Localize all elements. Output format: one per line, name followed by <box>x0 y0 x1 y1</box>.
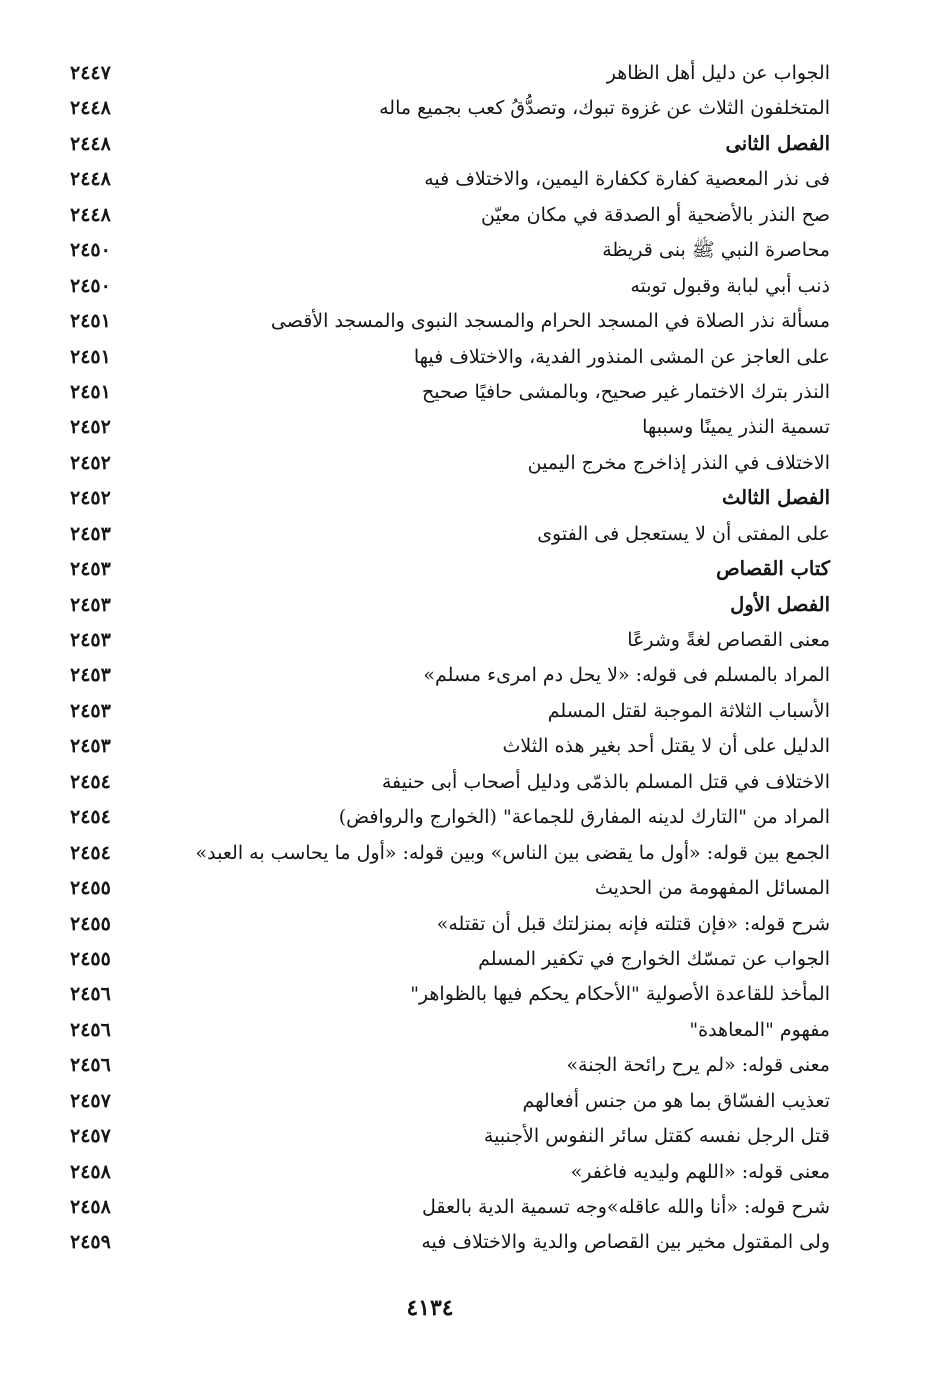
entry-title: فى نذر المعصية كفارة ككفارة اليمين، والاختلاف فيه <box>424 168 830 191</box>
toc-entry <box>70 233 830 268</box>
entry-page-number: ٢٤٥٣ <box>70 593 111 616</box>
entry-title: الاختلاف في قتل المسلم بالذمّى ودليل أصحاب أبى حنيفة <box>381 770 830 793</box>
entry-title: المأخذ للقاعدة الأصولية "الأحكام يحكم فيها بالظواهر" <box>410 983 830 1006</box>
entry-page-number: ٢٤٥٠ <box>70 274 111 297</box>
toc-entry <box>70 481 830 516</box>
entry-page-number: ٢٤٥٦ <box>70 1054 111 1077</box>
section-heading: كتاب القصاص <box>716 557 830 581</box>
entry-title: معنى قوله: «لم يرح رائحة الجنة» <box>566 1054 830 1077</box>
entry-title: الجواب عن دليل أهل الظاهر <box>606 62 830 84</box>
toc-entry <box>70 162 830 197</box>
toc-entry <box>70 552 830 587</box>
entry-title: معنى قوله: «اللهم وليديه فاغفر» <box>570 1160 830 1183</box>
toc-entry <box>70 1084 830 1119</box>
toc-entry <box>70 1119 830 1154</box>
entry-title: معنى القصاص لغةً وشرعًا <box>627 629 830 651</box>
entry-title: شرح قوله: «فإن قتلته فإنه بمنزلتك قبل أن تقتله» <box>436 912 830 935</box>
entry-page-number: ٢٤٥٤ <box>70 806 111 829</box>
entry-title: المراد بالمسلم فى قوله: «لا يحل دم امرىء مسلم» <box>423 664 830 687</box>
entry-title: محاصرة النبي ﷺ بنى قريظة <box>602 239 830 262</box>
toc-entry <box>70 729 830 764</box>
entry-title: تسمية النذر يمينًا وسببها <box>642 416 830 439</box>
toc-entry <box>70 56 830 91</box>
entry-title: المتخلفون الثلاث عن غزوة تبوك، وتصدُّقُ كعب بجميع ماله <box>379 97 830 120</box>
entry-title: تعذيب الفسّاق بما هو من جنس أفعالهم <box>522 1089 830 1112</box>
entry-title: النذر بترك الاختمار غير صحيح، وبالمشى حافيًا صحيح <box>422 380 830 403</box>
entry-title: على المفتى أن لا يستعجل فى الفتوى <box>537 522 830 545</box>
toc-entry <box>70 446 830 481</box>
section-heading: الفصل الثانى <box>725 131 830 155</box>
toc-entry <box>70 1225 830 1260</box>
entry-title: الدليل على أن لا يقتل أحد بغير هذه الثلاث <box>502 735 830 758</box>
entry-page-number: ٢٤٥٢ <box>70 487 111 510</box>
toc-entry <box>70 1190 830 1225</box>
entry-page-number: ٢٤٤٨ <box>70 168 111 191</box>
section-heading: الفصل الأول <box>730 592 830 616</box>
entry-page-number: ٢٤٥٦ <box>70 983 111 1006</box>
toc-entry <box>70 942 830 977</box>
entry-page-number: ٢٤٥٧ <box>70 1125 111 1148</box>
entry-title: المراد من "التارك لدينه المفارق للجماعة" (الخوارج والروافض) <box>338 806 830 829</box>
entry-page-number: ٢٤٥٧ <box>70 1089 111 1112</box>
toc-entry <box>70 1048 830 1083</box>
toc-entry <box>70 694 830 729</box>
entry-title: الجمع بين قوله: «أول ما يقضى بين الناس» وبين قوله: «أول ما يحاسب به العبد» <box>195 841 830 864</box>
entry-page-number: ٢٤٤٨ <box>70 97 111 120</box>
entry-page-number: ٢٤٥٢ <box>70 451 111 474</box>
entry-title: الأسباب الثلاثة الموجبة لقتل المسلم <box>547 699 830 722</box>
toc-entry <box>70 658 830 693</box>
entry-page-number: ٢٤٥١ <box>70 345 111 368</box>
entry-title: شرح قوله: «أنا والله عاقله»وجه تسمية الدية بالعقل <box>421 1196 830 1218</box>
toc-entry <box>70 977 830 1012</box>
entry-page-number: ٢٤٥٥ <box>70 947 111 970</box>
toc-entry <box>70 871 830 906</box>
entry-page-number: ٢٤٥٤ <box>70 841 111 864</box>
toc-entry <box>70 340 830 375</box>
entry-page-number: ٢٤٥١ <box>70 310 111 333</box>
toc-entry <box>70 836 830 871</box>
entry-page-number: ٢٤٥٣ <box>70 629 111 651</box>
entry-page-number: ٢٤٥٣ <box>70 522 111 545</box>
entry-title: صح النذر بالأضحية أو الصدقة في مكان معيّن <box>481 203 830 226</box>
toc-entry <box>70 198 830 233</box>
toc-entry <box>70 1013 830 1048</box>
toc-entry <box>70 127 830 162</box>
table-of-contents <box>70 56 830 1261</box>
entry-title: ذنب أبي لبابة وقبول توبته <box>630 274 830 297</box>
entry-page-number: ٢٤٥٣ <box>70 699 111 722</box>
toc-entry <box>70 588 830 623</box>
toc-entry <box>70 375 830 410</box>
entry-title: الاختلاف في النذر إذاخرج مخرج اليمين <box>527 451 830 474</box>
entry-page-number: ٢٤٥٥ <box>70 877 111 900</box>
toc-entry <box>70 91 830 126</box>
entry-page-number: ٢٤٥٨ <box>70 1196 111 1218</box>
toc-entry <box>70 269 830 304</box>
entry-page-number: ٢٤٥٤ <box>70 770 111 793</box>
entry-page-number: ٢٤٥١ <box>70 380 111 403</box>
toc-entry <box>70 623 830 658</box>
entry-page-number: ٢٤٥٦ <box>70 1018 111 1041</box>
toc-entry <box>70 907 830 942</box>
entry-page-number: ٢٤٥٣ <box>70 664 111 687</box>
entry-page-number: ٢٤٥٥ <box>70 912 111 935</box>
toc-entry <box>70 800 830 835</box>
toc-entry <box>70 765 830 800</box>
toc-entry <box>70 517 830 552</box>
entry-page-number: ٢٤٥٨ <box>70 1160 111 1183</box>
entry-page-number: ٢٤٥٣ <box>70 558 111 581</box>
toc-entry <box>70 1155 830 1190</box>
entry-title: قتل الرجل نفسه كقتل سائر النفوس الأجنبية <box>483 1125 830 1148</box>
entry-title: مفهوم "المعاهدة" <box>689 1018 830 1041</box>
entry-page-number: ٢٤٤٧ <box>70 62 111 84</box>
section-heading: الفصل الثالث <box>722 486 830 510</box>
entry-title: ولى المقتول مخير بين القصاص والدية والاختلاف فيه <box>421 1231 830 1254</box>
entry-page-number: ٢٤٥٠ <box>70 239 111 262</box>
toc-entry <box>70 410 830 445</box>
entry-title: مسألة نذر الصلاة في المسجد الحرام والمسجد النبوى والمسجد الأقصى <box>270 310 830 333</box>
entry-page-number: ٢٤٤٨ <box>70 203 111 226</box>
entry-title: على العاجز عن المشى المنذور الفدية، والاختلاف فيها <box>413 345 830 368</box>
entry-title: المسائل المفهومة من الحديث <box>594 877 830 900</box>
page-number: ٤١٣٤ <box>406 1295 454 1321</box>
entry-title: الجواب عن تمسّك الخوارج في تكفير المسلم <box>478 947 830 970</box>
entry-page-number: ٢٤٥٣ <box>70 735 111 758</box>
toc-entry <box>70 304 830 339</box>
entry-page-number: ٢٤٥٩ <box>70 1231 111 1254</box>
entry-page-number: ٢٤٥٢ <box>70 416 111 439</box>
entry-page-number: ٢٤٤٨ <box>70 132 111 155</box>
